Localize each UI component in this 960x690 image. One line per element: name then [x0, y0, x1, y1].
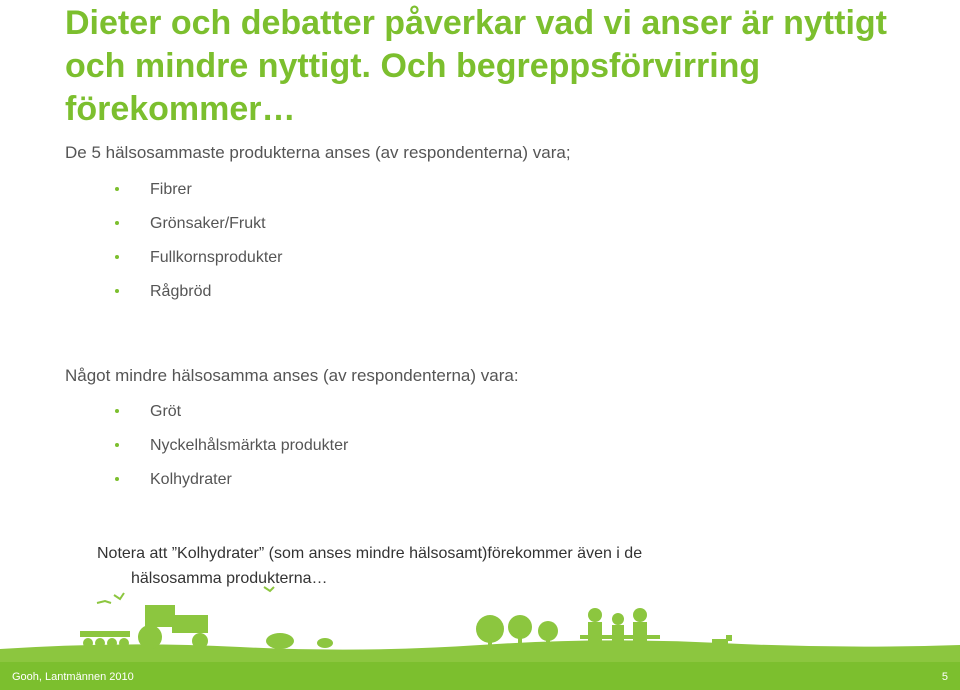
list-item: Fibrer [110, 180, 283, 214]
slide-title: Dieter och debatter påverkar vad vi anser är nyttigt och mindre nyttigt. Och begreppsförvirring förekommer… [65, 4, 887, 128]
list-item: Rågbröd [110, 282, 283, 316]
bullet-icon [115, 477, 119, 481]
healthy-list [110, 180, 283, 316]
bullet-icon [115, 221, 119, 225]
bullet-icon [115, 443, 119, 447]
bird-icon [264, 587, 274, 591]
page-number: 5 [941, 671, 948, 683]
less-healthy-heading: Något mindre hälsosamma anses (av respondenterna) vara: [65, 366, 519, 385]
note-line-1: Notera att ”Kolhydrater” (som anses mindre hälsosamt)förekommer även i de [97, 545, 643, 562]
bullet-icon [115, 187, 119, 191]
footer [0, 662, 960, 690]
bird-icon [97, 601, 111, 603]
bullet-icon [115, 409, 119, 413]
list-item: Grönsaker/Frukt [110, 214, 283, 248]
people-icon [580, 608, 660, 644]
list-item: Kolhydrater [110, 470, 348, 504]
list-item: Nyckelhålsmärkta produkter [110, 436, 348, 470]
footer-source: Gooh, Lantmännen 2010 [12, 671, 134, 683]
list-item: Gröt [110, 402, 348, 436]
note-text [97, 541, 777, 591]
bullet-icon [115, 289, 119, 293]
animal-icon [317, 638, 333, 648]
list-item: Fullkornsprodukter [110, 248, 283, 282]
landscape-illustration [0, 585, 960, 665]
bird-icon [114, 593, 124, 599]
tractor-icon [138, 605, 208, 649]
healthy-heading: De 5 hälsosammaste produkterna anses (av respondenterna) vara; [65, 143, 571, 162]
sheep-icon [266, 633, 294, 649]
bullet-icon [115, 255, 119, 259]
note-line-2: hälsosamma produkterna… [131, 570, 328, 587]
less-healthy-list [110, 402, 348, 504]
